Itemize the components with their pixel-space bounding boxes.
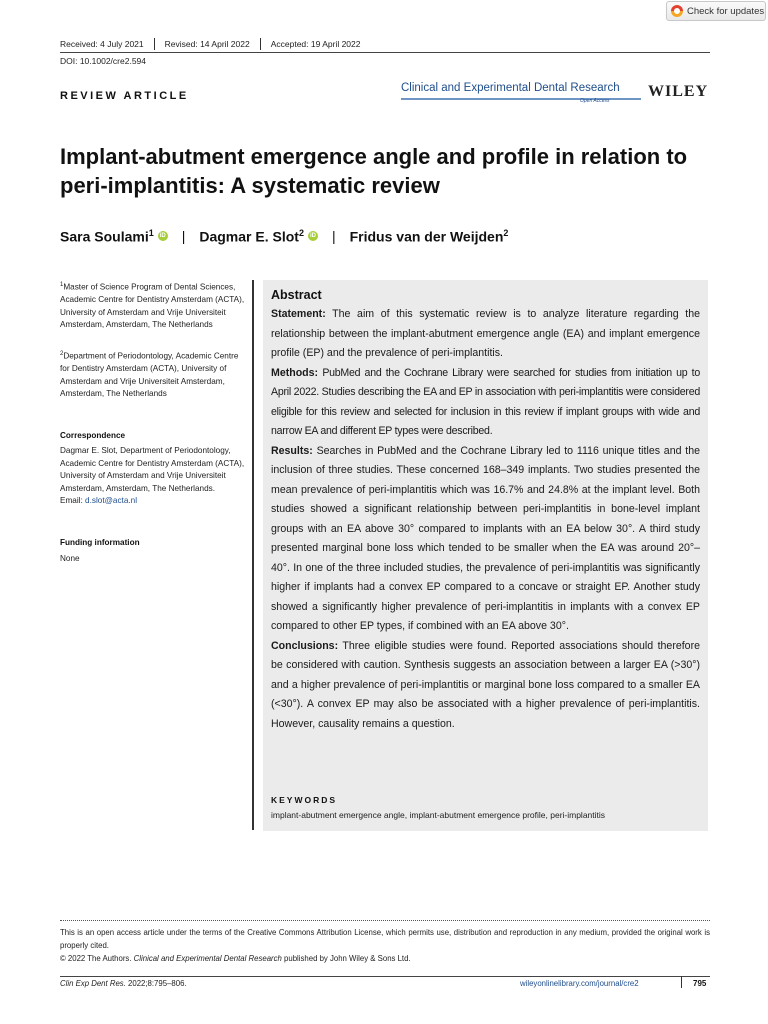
doi[interactable]: DOI: 10.1002/cre2.594: [60, 56, 147, 66]
abstract-heading: Abstract: [271, 288, 322, 302]
affiliation-text: Master of Science Program of Dental Sciences, Academic Centre for Dentistry Amsterdam (ACTA), University of Amsterdam and Vrije Universiteit Amsterdam, Amsterdam, The Netherlands: [60, 282, 245, 330]
statement-text: The aim of this systematic review is to analyze literature regarding the relationship between the implant-abutment emergence angle (EA) and implant emergence profile (EP) and the prevalence of peri-implantitis.: [271, 308, 700, 359]
correspondence-address: Dagmar E. Slot, Department of Periodontology, Academic Centre for Dentistry Amsterdam (ACTA), University of Amsterdam and Vrije Universiteit Amsterdam, Amsterdam, The Netherlands.: [60, 446, 245, 493]
affiliation-text: Department of Periodontology, Academic Centre for Dentistry Amsterdam (ACTA), University of Amsterdam and Vrije Universiteit Amsterdam, Amsterdam, The Netherlands: [60, 351, 239, 399]
license-text: This is an open access article under the terms of the Creative Commons Attribution License, which permits use, distribution and reproduction in any medium, provided the original work is properly cited.: [60, 928, 710, 950]
journal-logo-text[interactable]: Clinical and Experimental Dental Research: [401, 82, 620, 94]
check-for-updates-label: Check for updates: [687, 5, 765, 17]
check-for-updates-button[interactable]: [666, 1, 766, 21]
correspondence-heading: Correspondence: [60, 431, 126, 440]
crossmark-icon: [671, 5, 683, 17]
conclusions-label: Conclusions:: [271, 639, 339, 652]
journal-website-link[interactable]: wileyonlinelibrary.com/journal/cre2: [520, 979, 639, 988]
author-list: [60, 228, 508, 245]
affiliation-2: [60, 348, 250, 401]
correspondence-text: [60, 445, 250, 508]
author-1[interactable]: [60, 228, 154, 245]
citation: [60, 979, 187, 988]
copyright-a: © 2022 The Authors.: [60, 954, 134, 963]
orcid-icon[interactable]: iD: [309, 233, 316, 240]
received-date: Received: 4 July 2021: [60, 39, 144, 49]
publisher-logo[interactable]: WILEY: [648, 83, 709, 100]
footer-dotted-divider: [60, 920, 710, 921]
statement-label: Statement:: [271, 308, 326, 320]
article-title: Implant-abutment emergence angle and profile in relation to peri-implantitis: A systematic review: [60, 144, 688, 198]
history-dates: [60, 38, 371, 50]
email-line: [60, 496, 137, 505]
affiliation-sup: 1: [60, 282, 64, 288]
methods-label: Methods:: [271, 366, 319, 379]
footer-divider: [60, 976, 710, 977]
copyright-b: published by John Wiley & Sons Ltd.: [281, 954, 411, 963]
abstract-body: [271, 305, 700, 734]
conclusions-text: Three eligible studies were found. Reported associations should therefore be considered with caution. Synthesis suggests an association between a larger EA (>30°) and a higher prevalence of peri-implantitis or marginal bone loss compared to a smaller EA (<30°). A convex EP may also be associated with a higher prevalence of peri-implantitis. However, causality remains a question.: [271, 639, 700, 730]
author-2[interactable]: [199, 228, 304, 245]
author-name: Dagmar E. Slot: [199, 228, 299, 245]
license-notice: [60, 926, 710, 965]
revised-date: Revised: 14 April 2022: [154, 38, 260, 50]
abstract-results: [271, 442, 700, 637]
author-3[interactable]: [350, 228, 509, 245]
header-divider: [60, 52, 710, 53]
orcid-icon[interactable]: iD: [159, 233, 166, 240]
author-affiliation-sup: 1: [148, 228, 154, 238]
page-separator: [681, 976, 682, 988]
abstract-statement: [271, 305, 700, 364]
author-name: Fridus van der Weijden: [349, 228, 504, 245]
abstract-conclusions: [271, 637, 700, 735]
author-affiliation-sup: 2: [298, 228, 304, 238]
copyright-journal: Clinical and Experimental Dental Research: [133, 954, 282, 963]
affiliation-1: [60, 279, 250, 332]
email-link[interactable]: d.slot@acta.nl: [85, 496, 138, 505]
funding-heading: Funding information: [60, 538, 140, 547]
keywords-list: implant-abutment emergence angle, implant-abutment emergence profile, peri-implantitis: [271, 810, 606, 820]
citation-journal: Clin Exp Dent Res.: [60, 979, 126, 988]
email-label: Email:: [60, 496, 86, 505]
author-name: Sara Soulami: [60, 228, 149, 245]
author-affiliation-sup: 2: [503, 228, 509, 238]
methods-text: PubMed and the Cochrane Library were searched for studies from initiation up to April 2022. Studies describing the EA and EP in association with peri-implantitis were considered eligible for this review and selected for inclusion in this review if implant groups with wide and narrow EA and different EP types were described.: [271, 366, 700, 437]
open-access-label: Open Access: [580, 98, 610, 104]
page-number: 795: [693, 979, 707, 988]
citation-details: 2022;8:795–806.: [125, 979, 187, 988]
funding-text: None: [60, 554, 80, 563]
results-label: Results:: [271, 444, 313, 457]
author-separator: |: [331, 228, 336, 245]
abstract-methods: [271, 364, 700, 442]
keywords-heading: KEYWORDS: [271, 795, 338, 805]
accepted-date: Accepted: 19 April 2022: [260, 38, 371, 50]
column-divider: [252, 280, 254, 830]
article-type: REVIEW ARTICLE: [60, 90, 189, 102]
affiliation-sup: 2: [60, 351, 64, 357]
author-separator: |: [181, 228, 186, 245]
results-text: Searches in PubMed and the Cochrane Library led to 1116 unique titles and the inclusion of three studies. These concerned 168–349 implants. Two studies presented the mean prevalence of peri-implantitis which was 16.7% and 24.8% at the implant level. Both studies showed a significant relationship between peri-implantitis in bone-level implant groups with an EA above 30° compared to implants with an EA below 30°. A third study presented marginal bone loss which tended to be smaller when the EA was around 20°–40°. In one of the three included studies, the prevalence of peri-implantitis was significantly higher if implants had a convex EP compared to a concave or straight EP. Another study showed a significantly higher prevalence of peri-implantitis in implants with a convex EP compared to other EP types, if combined with an EA above 30°.: [271, 444, 700, 632]
